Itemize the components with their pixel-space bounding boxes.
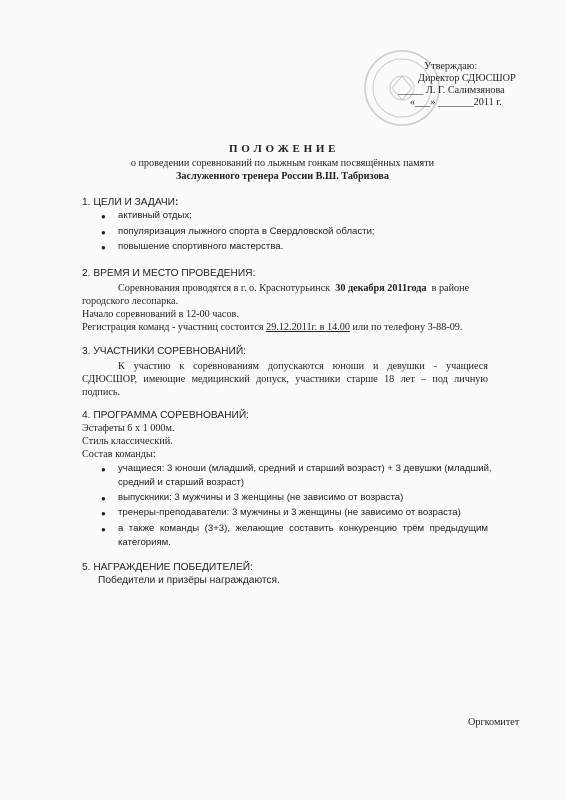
bullet-icon: ●	[101, 509, 106, 518]
program-item-cont: средний и старший возраст)	[118, 477, 245, 488]
bullet-icon: ●	[101, 525, 106, 534]
program-item: учащиеся: 3 юноши (младший, средний и старший возраст) + 3 девушки (младший,	[118, 463, 492, 474]
approval-signatory: _____ Л. Г. Салимзянова	[398, 85, 505, 96]
approval-title: Утверждаю:	[424, 61, 478, 72]
approval-position: Директор СДЮСШОР	[418, 73, 516, 84]
program-item: тренеры-преподаватели: 3 мужчины и 3 женщины (не зависимо от возраста)	[118, 507, 461, 518]
program-team: Состав команды:	[82, 449, 156, 460]
time-place-line1	[118, 283, 469, 294]
document-heading: П О Л О Ж Е Н И Е	[228, 143, 337, 155]
section-goals-title: 1. ЦЕЛИ И ЗАДАЧИ	[82, 197, 175, 208]
program-style: Стиль классический.	[82, 436, 173, 447]
registration-date: 29.12.2011г. в 14.00	[266, 322, 350, 333]
goals-item: повышение спортивного мастерства.	[118, 241, 284, 252]
program-item-cont: категориям.	[118, 537, 171, 548]
section-awards-header: 5. НАГРАЖДЕНИЕ ПОБЕДИТЕЛЕЙ:	[82, 562, 253, 573]
bullet-icon: ●	[101, 228, 106, 237]
section-program-header: 4. ПРОГРАММА СОРЕВНОВАНИЙ:	[82, 410, 249, 421]
participants-line2: СДЮСШОР, имеющие медицинский допуск, участники старше 18 лет – под личную	[82, 374, 488, 385]
bullet-icon: ●	[101, 212, 106, 221]
document-subtitle: о проведении соревнований по лыжным гонкам посвящённых памяти	[130, 158, 435, 169]
registration-phone: или по телефону 3-88-09.	[352, 322, 463, 333]
goals-item: популяризация лыжного спорта в Свердловской области;	[118, 226, 375, 237]
section-time-header: 2. ВРЕМЯ И МЕСТО ПРОВЕДЕНИЯ:	[82, 268, 256, 279]
program-item: а также команды (3+3), желающие составить конкуренцию трём предыдущим	[118, 523, 488, 534]
bullet-icon: ●	[101, 494, 106, 503]
registration-line	[82, 322, 462, 333]
registration-text: Регистрация команд - участниц состоится	[82, 322, 264, 333]
section-goals-colon: :	[174, 197, 179, 208]
start-time: Начало соревнований в 12-00 часов.	[82, 309, 239, 320]
goals-item: активный отдых;	[118, 210, 192, 221]
time-place-text: Соревнования проводятся в г. о. Краснотурьинск	[118, 283, 331, 294]
participants-line1: К участию к соревнованиям допускаются юноши и девушки - учащиеся	[118, 361, 488, 372]
event-date: 30 декабря 2011года	[335, 283, 427, 294]
approval-date: «___» _______2011 г.	[410, 97, 502, 108]
bullet-icon: ●	[101, 243, 106, 252]
document-subtitle-bold: Заслуженного тренера России В.Ш. Табризова	[175, 171, 390, 182]
time-place-line2: городского лесопарка.	[82, 296, 179, 307]
program-relay: Эстафеты 6 х 1 000м.	[82, 423, 175, 434]
time-place-text-end: в районе	[431, 283, 470, 294]
bullet-icon: ●	[101, 465, 106, 474]
participants-line3: подпись.	[82, 387, 121, 398]
program-item: выпускники: 3 мужчины и 3 женщины (не зависимо от возраста)	[118, 492, 404, 503]
section-participants-header: 3. УЧАСТНИКИ СОРЕВНОВАНИЙ:	[82, 346, 246, 357]
organizing-committee: Оргкомитет	[468, 717, 520, 728]
section-goals-header	[82, 197, 178, 208]
awards-text: Победители и призёры награждаются.	[98, 575, 280, 586]
